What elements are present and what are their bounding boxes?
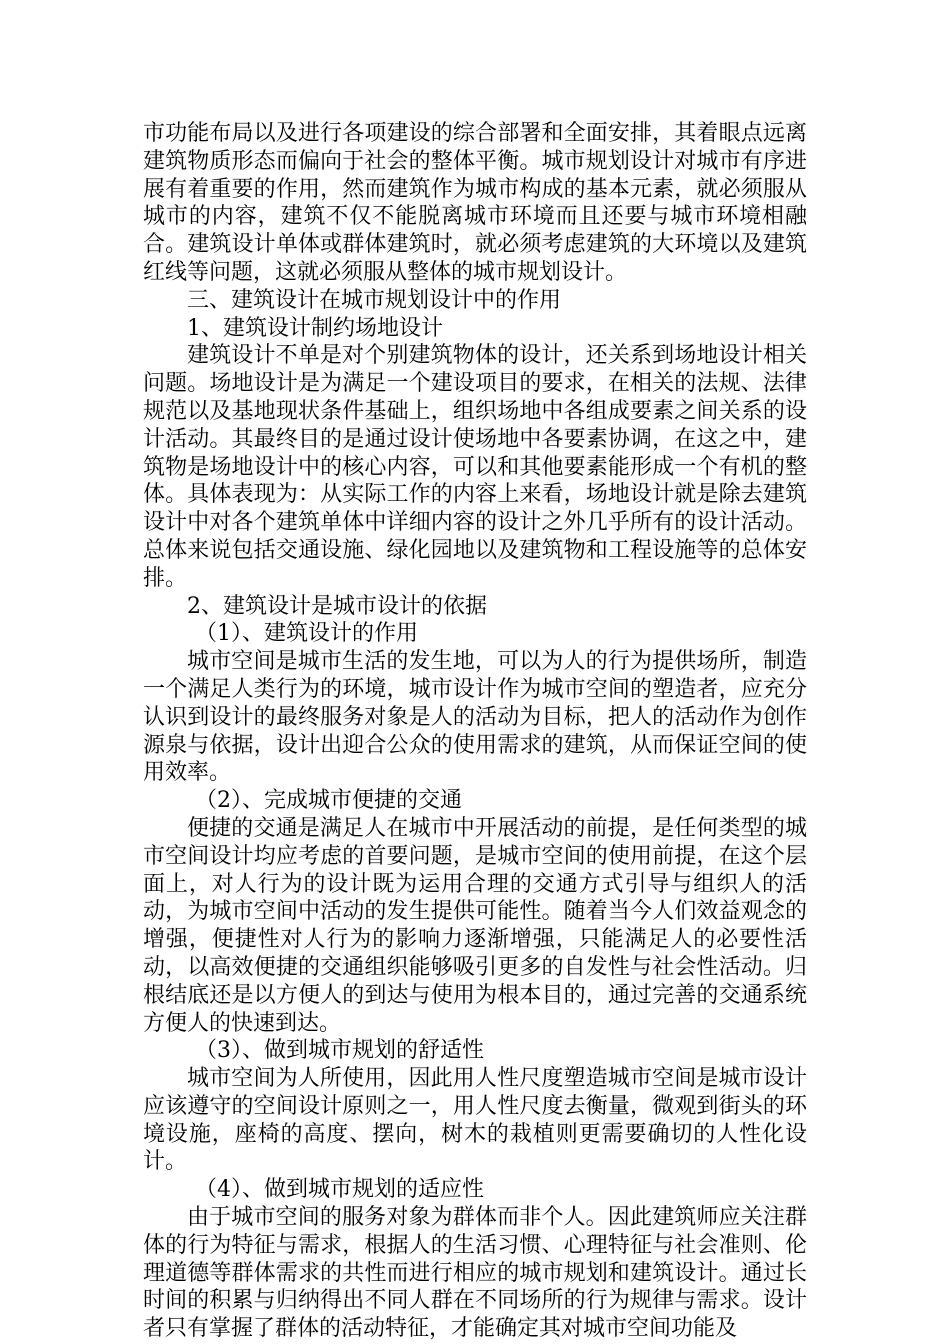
item-heading-2: （2）、完成城市便捷的交通 bbox=[195, 788, 462, 814]
section-heading-3: 三、建筑设计在城市规划设计中的作用 bbox=[187, 287, 562, 313]
item-heading-3: （3）、做到城市规划的舒适性 bbox=[195, 1038, 484, 1064]
paragraph-transport: 便捷的交通是满足人在城市中开展活动的前提，是任何类型的城市空间设计均应考虑的首要问题，是城市空间的使用前提，在这个层面上，对人行为的设计既为运用合理的交通方式引导与组织人的活动，为城市空间中活动的发生提供可能性。随着当今人们效益观念的增强，便捷性对人行为的影响力逐渐增强，只能满足人的必要性活动，以高效便捷的交通组织能够吸引更多的自发性与社会性活动。归根结底还是以方便人的到达与使用为根本目的，通过完善的交通系统方便人的快速到达。 bbox=[143, 815, 807, 1036]
item-heading-1: （1）、建筑设计的作用 bbox=[195, 621, 418, 647]
document-page bbox=[143, 120, 807, 1343]
subsection-heading-2: 2、建筑设计是城市设计的依据 bbox=[187, 593, 487, 619]
paragraph-architecture-role: 城市空间是城市生活的发生地，可以为人的行为提供场所，制造一个满足人类行为的环境，城市设计作为城市空间的塑造者，应充分认识到设计的最终服务对象是人的活动为目标，把人的活动作为创作源泉与依据，设计出迎合公众的使用需求的建筑，从而保证空间的使用效率。 bbox=[143, 649, 807, 786]
paragraph-adaptability: 由于城市空间的服务对象为群体而非个人。因此建筑师应关注群体的行为特征与需求，根据人的生活习惯、心理特征与社会准则、伦理道德等群体需求的共性而进行相应的城市规划和建筑设计。通过长时间的积累与归纳得出不同人群在不同场所的行为规律与需求。设计者只有掌握了群体的活动特征，才能确定其对城市空间功能及 bbox=[143, 1205, 807, 1342]
subsection-heading-1: 1、建筑设计制约场地设计 bbox=[187, 315, 443, 341]
paragraph-intro: 市功能布局以及进行各项建设的综合部署和全面安排，其着眼点远离建筑物质形态而偏向于社会的整体平衡。城市规划设计对城市有序进展有着重要的作用，然而建筑作为城市构成的基本元素，就必须服从城市的内容，建筑不仅不能脱离城市环境而且还要与城市环境相融合。建筑设计单体或群体建筑时，就必须考虑建筑的大环境以及建筑红线等问题，这就必须服从整体的城市规划设计。 bbox=[143, 121, 807, 285]
paragraph-comfort: 城市空间为人所使用，因此用人性尺度塑造城市空间是城市设计应该遵守的空间设计原则之一，用人性尺度去衡量，微观到街头的环境设施，座椅的高度、摆向，树木的栽植则更需要确切的人性化设计。 bbox=[143, 1066, 807, 1175]
item-heading-4: （4）、做到城市规划的适应性 bbox=[195, 1177, 484, 1203]
paragraph-site-design: 建筑设计不单是对个别建筑物体的设计，还关系到场地设计相关问题。场地设计是为满足一个建设项目的要求，在相关的法规、法律规范以及基地现状条件基础上，组织场地中各组成要素之间关系的设计活动。其最终目的是通过设计使场地中各要素协调，在这之中，建筑物是场地设计中的核心内容，可以和其他要素能形成一个有机的整体。具体表现为：从实际工作的内容上来看，场地设计就是除去建筑设计中对各个建筑单体中详细内容的设计之外几乎所有的设计活动。总体来说包括交通设施、绿化园地以及建筑物和工程设施等的总体安排。 bbox=[143, 343, 807, 591]
